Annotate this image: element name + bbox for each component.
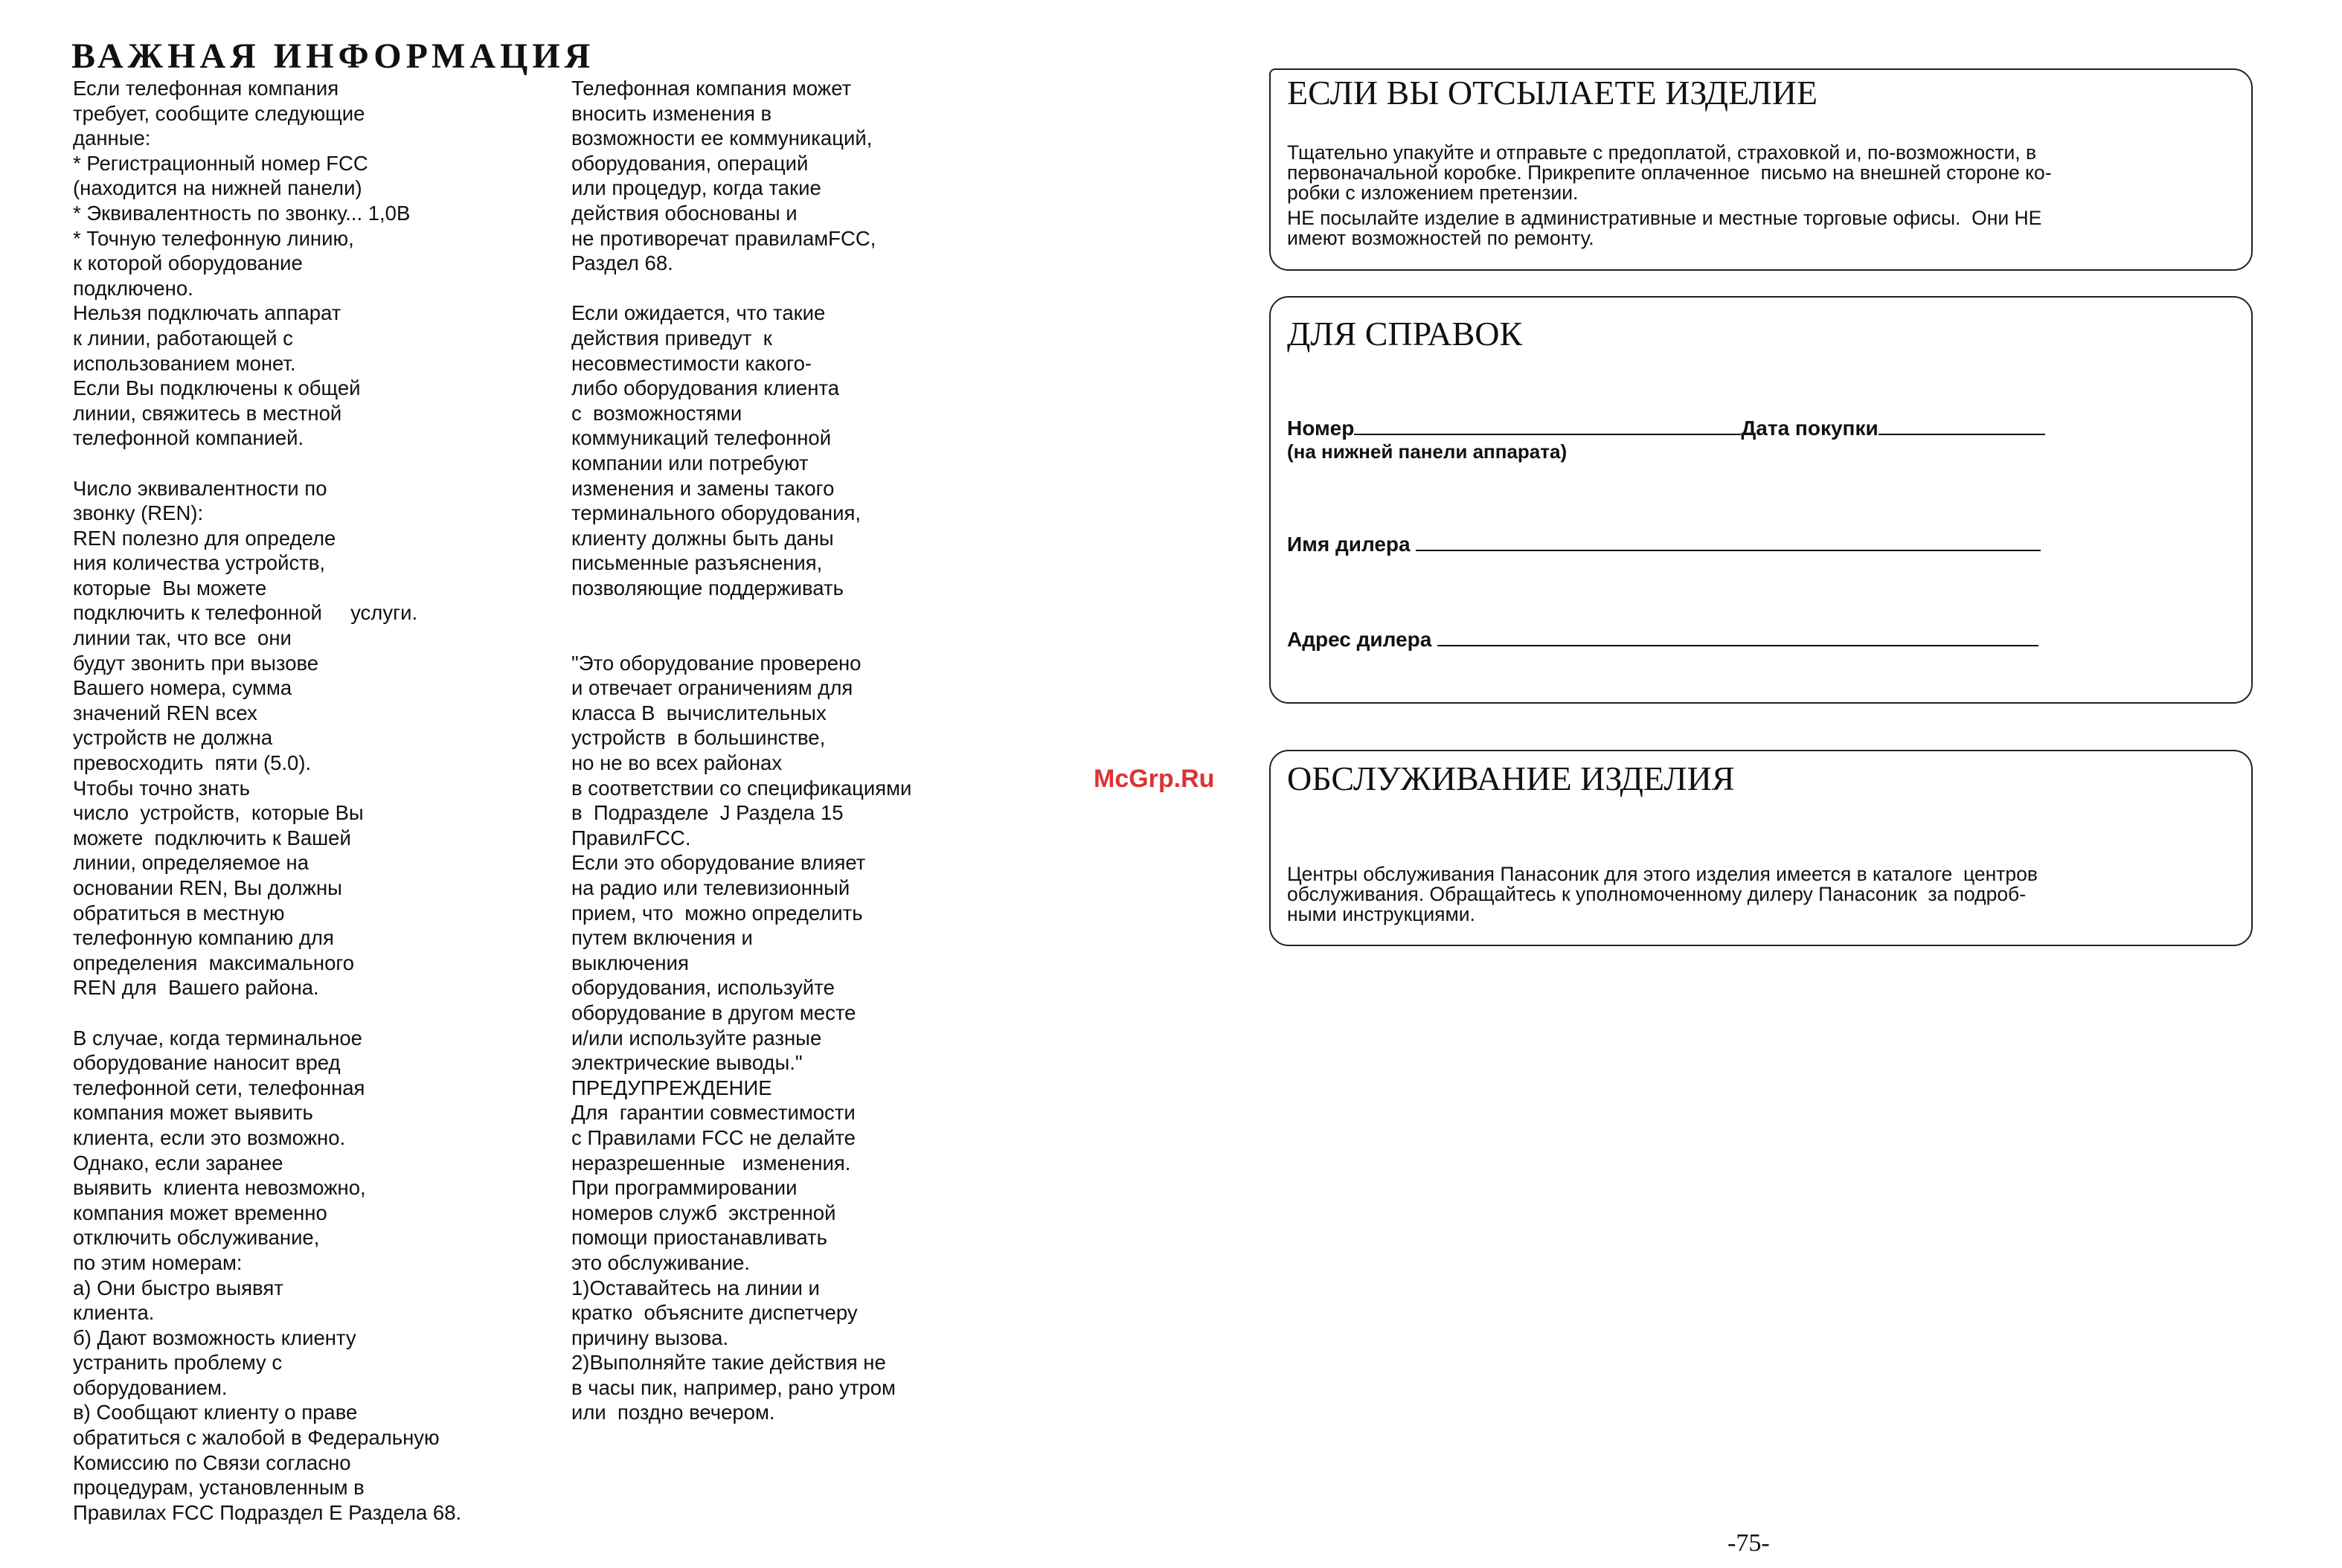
return-box-para2: НЕ посылайте изделие в административные и местные торговые офисы. Они НЕ имеют возможностей по ремонту.	[1287, 207, 2042, 249]
service-box	[1269, 750, 2253, 946]
dealer-name-field[interactable]	[1416, 533, 2041, 551]
reference-box	[1269, 296, 2253, 704]
number-note: (на нижней панели аппарата)	[1287, 440, 1568, 463]
watermark-link[interactable]: McGrp.Ru	[1094, 765, 1215, 793]
dealer-address-field[interactable]	[1437, 629, 2038, 646]
number-label: Номер	[1287, 417, 1355, 440]
purchase-date-field[interactable]	[1879, 417, 2045, 435]
reference-box-title: ДЛЯ СПРАВОК	[1287, 315, 1523, 353]
dealer-address-label: Адрес дилера	[1287, 628, 1432, 651]
return-box-title: ЕСЛИ ВЫ ОТСЫЛАЕТЕ ИЗДЕЛИЕ	[1287, 74, 1818, 112]
left-text-column: Если телефонная компания требует, сообщите следующие данные: * Регистрационный номер FCC (находится на нижней панели) * Эквивалентность по звонку... 1,0В * Точную телефонную линию, к которой оборудование подключено. Нельзя подключать аппарат к линии, работающей с использованием монет. Если Вы подключены к общей линии, свяжитесь в местной телефонной компанией. Число эквивалентности по звонку (REN): REN полезно для определе ния количества устройств, которые Вы можете подключить к телефонной услуги. линии так, что все они будут звонить при вызове Вашего номера, сумма значений REN всех устройств не должна превосходить пяти (5.0). Чтобы точно знать число устройств, которые Вы можете подключить к Вашей линии, определяемое на основании REN, Вы должны обратиться в местную телефонную компанию для определения максимального REN для Вашего района. В случае, когда терминальное оборудование наносит вред телефонной сети, телефонная компания может выявить клиента, если это возможно. Однако, если заранее выявить клиента невозможно, компания может временно отключить обслуживание, по этим номерам: а) Они быстро выявят клиента. б) Дают возможность клиенту устранить проблему с оборудованием. в) Сообщают клиенту о праве обратиться с жалобой в Федеральную Комиссию по Связи согласно процедурам, установленным в Правилах FCC Подраздел Е Раздела 68.	[73, 77, 462, 1524]
service-box-text: Центры обслуживания Панасоник для этого изделия имеется в каталоге центров обслуживания. Обращайтесь к уполномоченному дилеру Панасоник за подроб- ными инструкциями.	[1287, 863, 2038, 925]
dealer-name-label: Имя дилера	[1287, 533, 1411, 556]
middle-text-column: Телефонная компания может вносить изменения в возможности ее коммуникаций, оборудования, операций или процедур, когда такие действия обоснованы и не противоречат правиламFCC, Раздел 68. Если ожидается, что такие действия приведут к несовместимости какого- либо оборудования клиента с возможностями коммуникаций телефонной компании или потребуют изменения и замены такого терминального оборудования, клиенту должны быть даны письменные разъяснения, позволяющие поддерживать "Это оборудование проверено и отвечает ограничениям для класса В вычислительных устройств в большинстве, но не во всех районах в соответствии со спецификациями в Подразделе J Раздела 15 ПравилFCC. Если это оборудование влияет на радио или телевизионный прием, что можно определить путем включения и выключения оборудования, используйте оборудование в другом месте и/или используйте разные электрические выводы." ПРЕДУПРЕЖДЕНИЕ Для гарантии совместимости с Правилами FCC не делайте неразрешенные изменения. При программировании номеров служб экстренной помощи приостанавливать это обслуживание. 1)Оставайтесь на линии и кратко объясните диспетчеру причину вызова. 2)Выполняйте такие действия не в часы пик, например, рано утром или поздно вечером.	[571, 77, 912, 1424]
number-field[interactable]	[1354, 417, 1741, 435]
dealer-address-row	[1287, 628, 2038, 652]
service-box-title: ОБСЛУЖИВАНИЕ ИЗДЕЛИЯ	[1287, 759, 1735, 797]
dealer-name-row	[1287, 533, 2041, 556]
page-heading: ВАЖНАЯ ИНФОРМАЦИЯ	[71, 36, 595, 76]
purchase-date-label: Дата покупки	[1741, 417, 1879, 440]
number-row	[1287, 417, 2045, 440]
return-box-para1: Тщательно упакуйте и отправьте с предоплатой, страховкой и, по-возможности, в первоначальной коробке. Прикрепите оплаченное письмо на внешней стороне ко- робки с изложением претензии.	[1287, 141, 2052, 204]
return-product-box	[1269, 68, 2253, 271]
page-number: -75-	[1727, 1529, 1770, 1557]
